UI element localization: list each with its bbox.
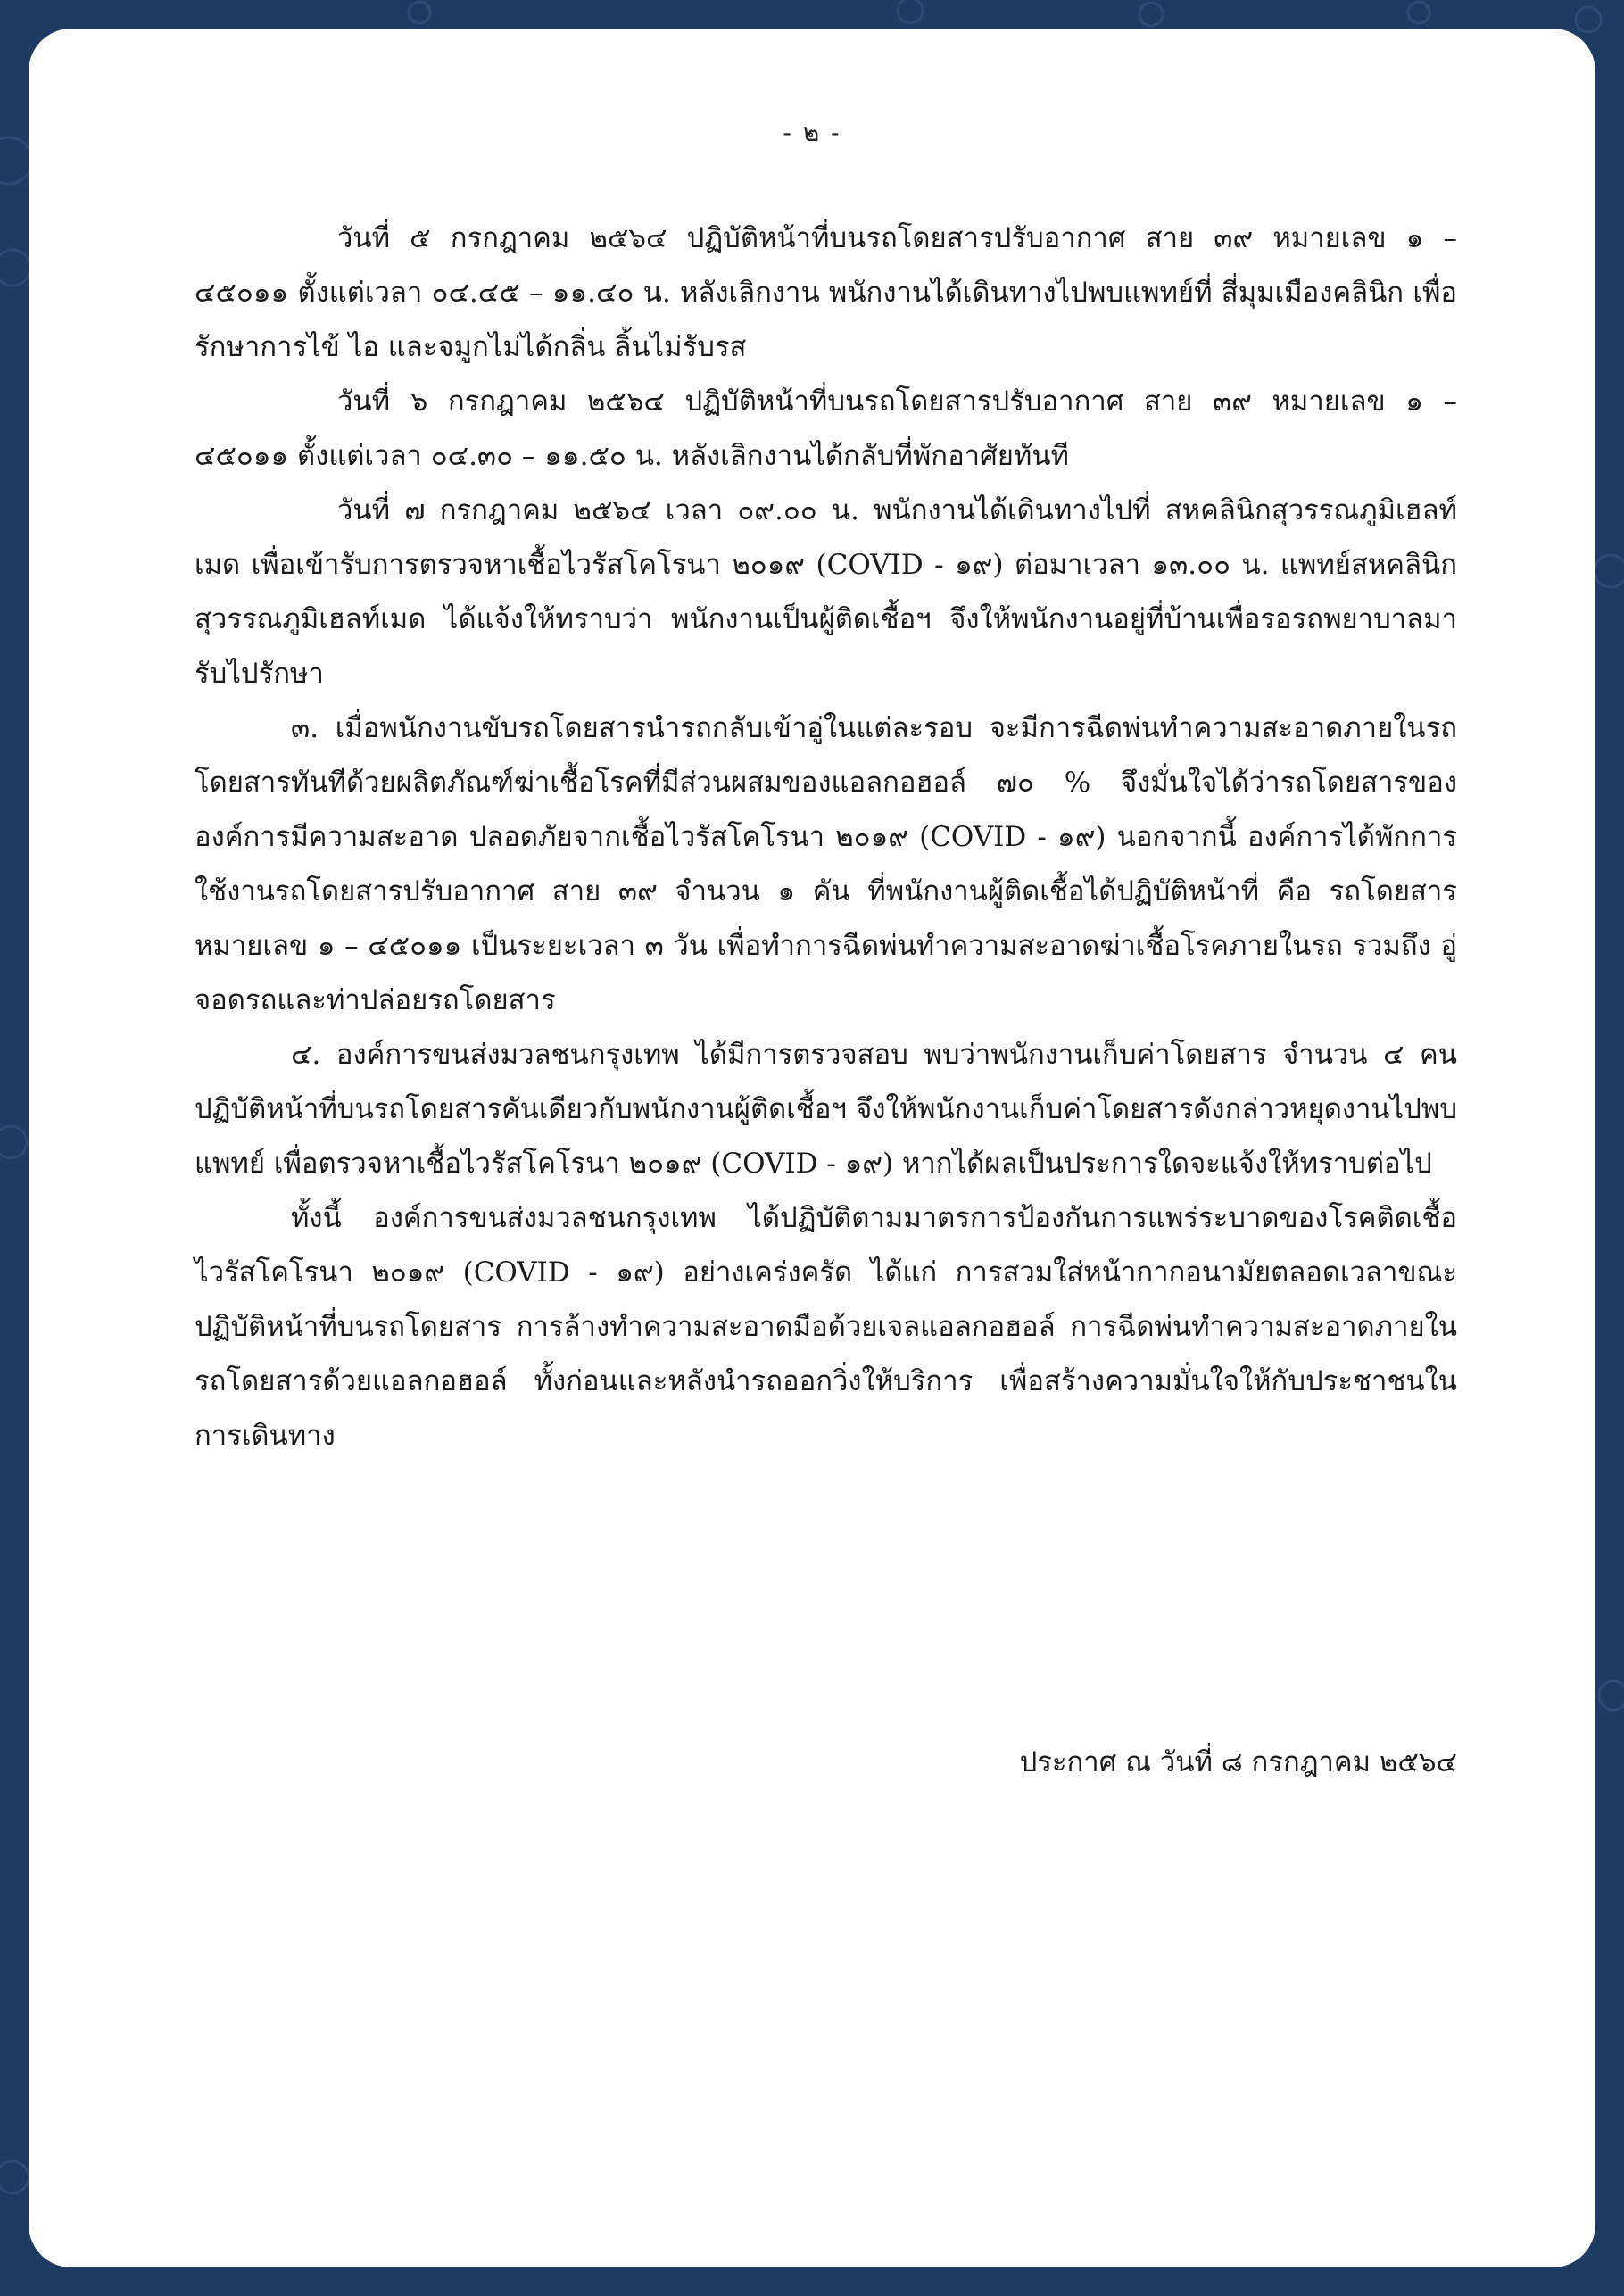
paragraph-july-5: วันที่ ๕ กรกฎาคม ๒๕๖๔ ปฏิบัติหน้าที่บนรถโดยสารปรับอากาศ สาย ๓๙ หมายเลข ๑ – ๔๕๐๑๑ ตั้งแต่เวลา ๐๔.๔๕ – ๑๑.๔๐ น. หลังเลิกงาน พนักงานได้เดินทางไปพบแพทย์ที่ สี่มุมเมืองคลินิก เพื่อรักษาการไข้ ไอ และจมูกไม่ได้กลิ่น ลิ้นไม่รับรส: [195, 222, 1457, 363]
paragraph-conclusion: ทั้งนี้ องค์การขนส่งมวลชนกรุงเทพ ได้ปฏิบัติตามมาตรการป้องกันการแพร่ระบาดของโรคติดเชื้อไวรัสโคโรนา ๒๐๑๙ (COVID - ๑๙) อย่างเคร่งครัด ได้แก่ การสวมใส่หน้ากากอนามัยตลอดเวลาขณะปฏิบัติหน้าที่บนรถโดยสาร การล้างทำความสะอาดมือด้วยเจลแอลกอฮอล์ การฉีดพ่นทำความสะอาดภายในรถโดยสารด้วยแอลกอฮอล์ ทั้งก่อนและหลังนำรถออกวิ่งให้บริการ เพื่อสร้างความมั่นใจให้กับประชาชนในการเดินทาง: [195, 1202, 1457, 1452]
paragraph-july-6: วันที่ ๖ กรกฎาคม ๒๕๖๔ ปฏิบัติหน้าที่บนรถโดยสารปรับอากาศ สาย ๓๙ หมายเลข ๑ – ๔๕๐๑๑ ตั้งแต่เวลา ๐๔.๓๐ – ๑๑.๕๐ น. หลังเลิกงานได้กลับที่พักอาศัยทันที: [195, 385, 1457, 472]
paragraph-item-3: ๓. เมื่อพนักงานขับรถโดยสารนำรถกลับเข้าอู่ในแต่ละรอบ จะมีการฉีดพ่นทำความสะอาดภายในรถโดยสารทันทีด้วยผลิตภัณฑ์ฆ่าเชื้อโรคที่มีส่วนผสมของแอลกอฮอล์ ๗๐ % จึงมั่นใจได้ว่ารถโดยสารขององค์การมีความสะอาด ปลอดภัยจากเชื้อไวรัสโคโรนา ๒๐๑๙ (COVID - ๑๙) นอกจากนี้ องค์การได้พักการใช้งานรถโดยสารปรับอากาศ สาย ๓๙ จำนวน ๑ คัน ที่พนักงานผู้ติดเชื้อได้ปฏิบัติหน้าที่ คือ รถโดยสารหมายเลข ๑ – ๔๕๐๑๑ เป็นระยะเวลา ๓ วัน เพื่อทำการฉีดพ่นทำความสะอาดฆ่าเชื้อโรคภายในรถ รวมถึง อู่จอดรถและท่าปล่อยรถโดยสาร: [195, 712, 1457, 1016]
document-page: [29, 29, 1595, 2267]
paragraph-item-4: ๔. องค์การขนส่งมวลชนกรุงเทพ ได้มีการตรวจสอบ พบว่าพนักงานเก็บค่าโดยสาร จำนวน ๔ คน ปฏิบัติหน้าที่บนรถโดยสารคันเดียวกับพนักงานผู้ติดเชื้อฯ จึงให้พนักงานเก็บค่าโดยสารดังกล่าวหยุดงานไปพบแพทย์ เพื่อตรวจหาเชื้อไวรัสโคโรนา ๒๐๑๙ (COVID - ๑๙) หากได้ผลเป็นประการใดจะแจ้งให้ทราบต่อไป: [195, 1039, 1457, 1180]
document-body: [195, 211, 1457, 1778]
paragraph-july-7: วันที่ ๗ กรกฎาคม ๒๕๖๔ เวลา ๐๙.๐๐ น. พนักงานได้เดินทางไปที่ สหคลินิกสุวรรณภูมิเฮลท์เมด เพื่อเข้ารับการตรวจหาเชื้อไวรัสโคโรนา ๒๐๑๙ (COVID - ๑๙) ต่อมาเวลา ๑๓.๐๐ น. แพทย์สหคลินิกสุวรรณภูมิเฮลท์เมด ได้แจ้งให้ทราบว่า พนักงานเป็นผู้ติดเชื้อฯ จึงให้พนักงานอยู่ที่บ้านเพื่อรอรถพยาบาลมารับไปรักษา: [195, 494, 1457, 690]
announcement-date: ประกาศ ณ วันที่ ๘ กรกฎาคม ๒๕๖๔: [1019, 1746, 1457, 1778]
page-number: - ๒ -: [783, 118, 841, 147]
